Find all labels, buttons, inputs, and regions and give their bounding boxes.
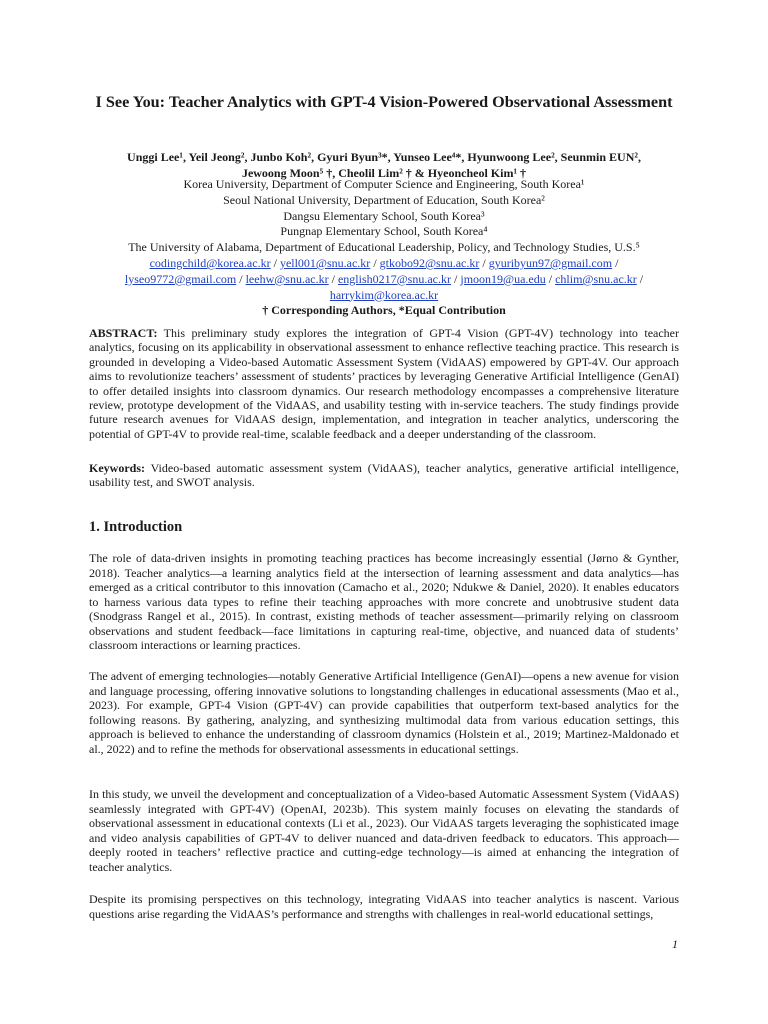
author-line-1: Unggi Lee¹, Yeil Jeong², Junbo Koh², Gyuri Byun³*, Yunseo Lee⁴*, Hyunwoong Lee², Seunmin EUN², — [127, 150, 641, 164]
affiliation-2: Seoul National University, Department of Education, South Korea² — [223, 192, 545, 207]
affiliations — [89, 177, 679, 319]
keywords — [89, 461, 679, 490]
email-separator: / — [270, 255, 280, 270]
email-link[interactable]: english0217@snu.ac.kr — [337, 271, 452, 286]
email-separator: / — [479, 255, 489, 270]
email-separator: / — [236, 271, 246, 286]
paragraph: The advent of emerging technologies—notably Generative Artificial Intelligence (GenAI)—opens a new avenue for vision and language processing, offering innovative solutions to longstanding challenges in educational assessments (Mao et al., 2023). For example, GPT-4 Vision (GPT-4V) can provide capabilities that outperform text-based analytics for the following reasons. By gathering, analyzing, and synthesizing multimodal data from various education settings, this approach is believed to enhance the understanding of classroom dynamics (Holstein et al., 2019; Martinez-Maldonado et al., 2022) and to refine the methods for observational assessments in educational settings. — [89, 669, 679, 756]
abstract-text: This preliminary study explores the integration of GPT-4 Vision (GPT-4V) technology into teacher analytics, focusing on its applicability in observational assessment to enhance reflective teaching practice. This research is grounded in developing a Video-based Automatic Assessment System (VidAAS) empowered by GPT-4V. Our approach aims to revolutionize teachers’ assessment of students’ practices by leveraging Generative Artificial Intelligence (GenAI) to offer detailed insights into classroom dynamics. Our research methodology encompasses a comprehensive literature review, prototype development of the VidAAS, and usability testing with in-service teachers. The study findings provide future research avenues for VidAAS design, implementation, and integration in teacher analytics, underscoring the potential of GPT-4V to provide real-time, scalable feedback and a deeper understanding of the classroom. — [89, 326, 679, 441]
keywords-label: Keywords: — [89, 461, 145, 475]
email-separator: / — [612, 255, 619, 270]
email-separator: / — [370, 255, 380, 270]
paragraph: Despite its promising perspectives on this technology, integrating VidAAS into teacher analytics is nascent. Various questions arise regarding the VidAAS’s performance and strengths with challenges in real-world educational settings, — [89, 892, 679, 921]
email-link[interactable]: gyuribyun97@gmail.com — [488, 255, 613, 270]
email-link[interactable]: chlim@snu.ac.kr — [555, 271, 637, 286]
email-link[interactable]: jmoon19@ua.edu — [460, 271, 546, 286]
email-line-3 — [89, 288, 679, 304]
email-link[interactable]: lyseo9772@gmail.com — [124, 271, 237, 286]
email-separator: / — [636, 271, 644, 286]
affiliation-5: The University of Alabama, Department of Educational Leadership, Policy, and Technology Studies, U.S.⁵ — [128, 240, 640, 255]
abstract-label: ABSTRACT: — [89, 326, 158, 340]
affiliation-4: Pungnap Elementary School, South Korea⁴ — [280, 224, 488, 239]
email-separator: / — [451, 271, 461, 286]
corresponding-note: † Corresponding Authors, *Equal Contribution — [262, 303, 506, 318]
affiliation-3: Dangsu Elementary School, South Korea³ — [283, 208, 485, 223]
page-number: 1 — [672, 937, 678, 951]
affiliation-1: Korea University, Department of Computer Science and Engineering, South Korea¹ — [183, 177, 585, 191]
email-line-2 — [89, 272, 679, 288]
paragraph: The role of data-driven insights in promoting teaching practices has become increasingly essential (Jørno & Gynther, 2018). Teacher analytics—a learning analytics field at the intersection of learning assessment and data analytics—has emerged as a critical contributor to this innovation (Camacho et al., 2020; Ndukwe & Daniel, 2020). It enables educators to harness various data types to refine their teaching approaches with more concrete and unobtrusive student data (Snodgrass Rangel et al., 2015). In contrast, existing methods of teacher assessment—primarily relying on classroom observations and student feedback—face limitations in capturing real-time, objective, and nuanced data of students’ classroom interactions or learning practices. — [89, 551, 679, 653]
email-link[interactable]: harrykim@korea.ac.kr — [329, 287, 439, 302]
email-link[interactable]: gtkobo92@snu.ac.kr — [379, 255, 480, 270]
abstract — [89, 326, 679, 441]
email-line-1 — [89, 256, 679, 272]
section-heading: 1. Introduction — [89, 519, 183, 535]
email-link[interactable]: yell001@snu.ac.kr — [279, 255, 371, 270]
paragraph: In this study, we unveil the development and conceptualization of a Video-based Automatic Assessment System (VidAAS) seamlessly integrated with GPT-4V) (OpenAI, 2023b). This system mainly focuses on elevating the standards of observational assessment in educational contexts (Li et al., 2023). Our VidAAS targets leveraging the sophisticated image and video analysis capabilities of GPT-4V to deliver nuanced and data-driven feedback to educators. This approach—deeply rooted in teachers’ reflective practice and cutting-edge technology—is aimed at enhancing the integration of teacher analytics. — [89, 787, 679, 874]
keywords-text: Video-based automatic assessment system (VidAAS), teacher analytics, generative artificial intelligence, usability test, and SWOT analysis. — [89, 461, 679, 490]
email-separator: / — [545, 271, 556, 286]
email-separator: / — [328, 271, 338, 286]
email-link[interactable]: codingchild@korea.ac.kr — [149, 255, 271, 270]
email-link[interactable]: leehw@snu.ac.kr — [245, 271, 329, 286]
paper-title: I See You: Teacher Analytics with GPT-4 Vision-Powered Observational Assessment — [95, 93, 673, 111]
author-line-2: Jewoong Moon⁵ †, Cheolil Lim² † & Hyeoncheol Kim¹ † — [241, 166, 527, 180]
